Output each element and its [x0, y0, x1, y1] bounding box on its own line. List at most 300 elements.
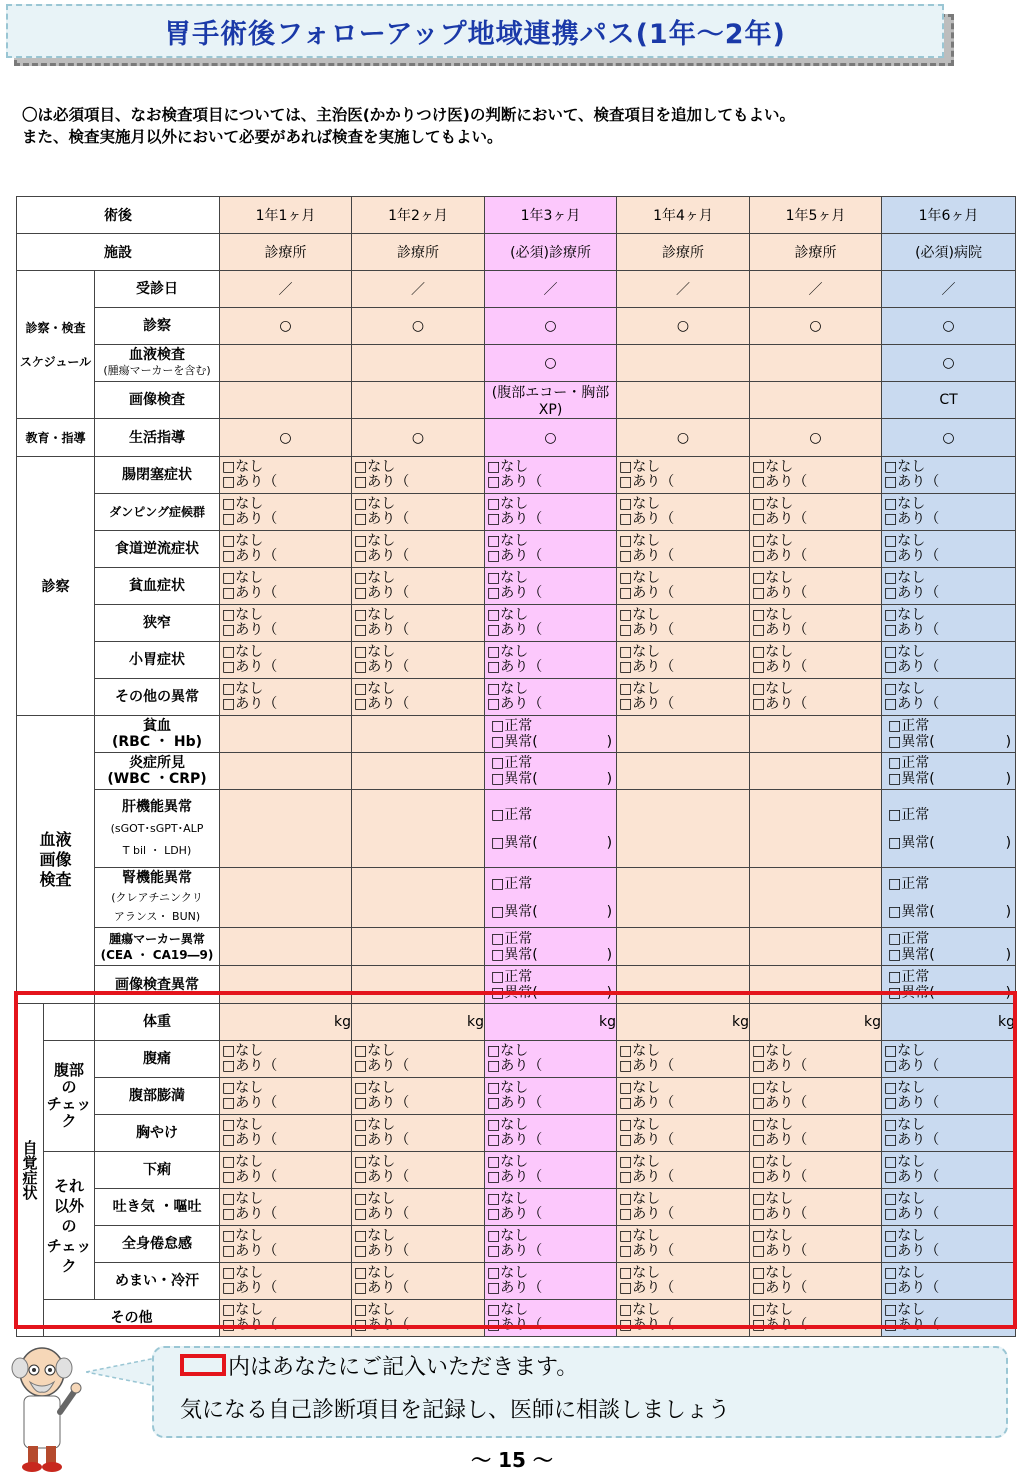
checkbox-none[interactable]: □なし: [222, 1265, 264, 1281]
checkbox-present[interactable]: [354, 1244, 484, 1259]
row-imaging: 画像検査: [95, 382, 220, 419]
checkbox-present[interactable]: [222, 1318, 351, 1333]
checkbox-present-label: □あり（: [354, 1058, 410, 1074]
schedule-group-line-1: 診察・検査: [25, 320, 86, 335]
checkbox-none[interactable]: □なし: [884, 570, 926, 586]
checkbox-present[interactable]: [752, 1170, 881, 1185]
checkbox-normal[interactable]: □正常: [491, 968, 533, 985]
checkbox-abnormal-label: □異常(: [491, 984, 538, 1001]
checkbox-present[interactable]: [752, 549, 881, 564]
checkbox-abnormal[interactable]: [888, 985, 1015, 1001]
checkbox-present-label: □あり（: [487, 1169, 543, 1185]
checkbox-present[interactable]: [354, 1133, 484, 1148]
checkbox-present[interactable]: [619, 1244, 749, 1259]
checkbox-none[interactable]: □なし: [487, 1191, 529, 1207]
checkbox-present[interactable]: [487, 1096, 616, 1111]
checkbox-none[interactable]: □なし: [354, 681, 396, 697]
symptom-checkbox-cell: [882, 679, 1016, 716]
checkbox-present-label: □あり（: [884, 1095, 940, 1111]
checkbox-none[interactable]: □なし: [222, 1080, 264, 1096]
checkbox-present[interactable]: [487, 1170, 616, 1185]
checkbox-present[interactable]: [752, 512, 881, 527]
checkbox-present[interactable]: [354, 1170, 484, 1185]
lab-empty-cell: [220, 716, 352, 753]
checkbox-normal[interactable]: □正常: [888, 718, 930, 734]
checkbox-none[interactable]: □なし: [222, 1117, 264, 1133]
checkbox-none[interactable]: □なし: [487, 496, 529, 512]
exam-symptom-label: ダンピング症候群: [95, 494, 220, 531]
checkbox-present[interactable]: [752, 1281, 881, 1296]
checkbox-abnormal-label: □異常(: [491, 734, 538, 750]
checkbox-normal[interactable]: □正常: [888, 755, 930, 771]
checkbox-present-label: □あり（: [222, 474, 278, 490]
symptom-checkbox-cell: [352, 531, 485, 568]
checkbox-normal[interactable]: □正常: [888, 875, 930, 892]
checkbox-none[interactable]: □なし: [619, 1117, 661, 1133]
other-group-line: それ: [53, 1176, 84, 1195]
checkbox-normal[interactable]: □正常: [491, 875, 533, 892]
checkbox-present[interactable]: [354, 549, 484, 564]
checkbox-abnormal[interactable]: [491, 985, 616, 1001]
checkbox-present[interactable]: [619, 1059, 749, 1074]
checkbox-present[interactable]: [619, 512, 749, 527]
lab-empty-cell: [750, 928, 882, 966]
checkbox-none[interactable]: □なし: [752, 644, 794, 660]
checkbox-none[interactable]: □なし: [884, 533, 926, 549]
checkbox-present[interactable]: [222, 1059, 351, 1074]
self-check-checkbox-cell: [485, 1189, 617, 1226]
checkbox-present[interactable]: [884, 623, 1015, 638]
checkbox-none[interactable]: □なし: [752, 459, 794, 475]
checkbox-present[interactable]: [752, 1133, 881, 1148]
checkbox-none[interactable]: □なし: [222, 570, 264, 586]
checkbox-abnormal-close: ): [1005, 834, 1012, 851]
checkbox-none[interactable]: □なし: [487, 1080, 529, 1096]
checkbox-present[interactable]: [752, 1318, 881, 1333]
checkbox-none[interactable]: □なし: [487, 1302, 529, 1318]
checkbox-abnormal[interactable]: [888, 947, 1015, 963]
row-weight: 体重: [95, 1004, 220, 1041]
checkbox-none[interactable]: □なし: [619, 459, 661, 475]
symptom-checkbox-cell: [617, 679, 750, 716]
checkbox-present[interactable]: [487, 586, 616, 601]
checkbox-present[interactable]: [752, 1059, 881, 1074]
checkbox-none[interactable]: □なし: [222, 681, 264, 697]
checkbox-none[interactable]: □なし: [619, 681, 661, 697]
checkbox-none[interactable]: □なし: [884, 1043, 926, 1059]
self-check-checkbox-cell: [750, 1189, 882, 1226]
checkbox-present[interactable]: [884, 1207, 1015, 1222]
checkbox-none[interactable]: □なし: [884, 496, 926, 512]
lab-empty-cell: [617, 790, 750, 868]
checkbox-abnormal-label: □異常(: [491, 903, 538, 920]
self-check-checkbox-cell: [352, 1189, 485, 1226]
checkbox-none[interactable]: □なし: [884, 459, 926, 475]
checkbox-normal[interactable]: □正常: [491, 755, 533, 771]
checkbox-none[interactable]: □なし: [222, 459, 264, 475]
checkbox-none[interactable]: □なし: [752, 1302, 794, 1318]
checkbox-present-label: □あり（: [884, 474, 940, 490]
checkbox-none[interactable]: □なし: [487, 681, 529, 697]
checkbox-none[interactable]: □なし: [752, 533, 794, 549]
checkbox-none[interactable]: □なし: [619, 496, 661, 512]
checkbox-abnormal-close: ): [606, 984, 613, 1001]
checkbox-none[interactable]: □なし: [619, 1302, 661, 1318]
checkbox-none[interactable]: □なし: [752, 1043, 794, 1059]
checkbox-present[interactable]: [884, 586, 1015, 601]
exam-symptom-label: 狭窄: [95, 605, 220, 642]
checkbox-present[interactable]: [619, 1318, 749, 1333]
blood-required-mark: ○: [485, 345, 617, 382]
checkbox-present[interactable]: [884, 1059, 1015, 1074]
weight-input-cell[interactable]: kg: [352, 1004, 485, 1041]
checkbox-present[interactable]: [619, 586, 749, 601]
symptom-checkbox-cell: [220, 457, 352, 494]
visit-date-cell[interactable]: ／: [220, 271, 352, 308]
checkbox-present[interactable]: [884, 1281, 1015, 1296]
weight-input-cell[interactable]: kg: [617, 1004, 750, 1041]
checkbox-present[interactable]: [222, 586, 351, 601]
checkbox-present[interactable]: [619, 623, 749, 638]
checkbox-none[interactable]: □なし: [354, 1302, 396, 1318]
visit-date-cell[interactable]: ／: [882, 271, 1016, 308]
checkbox-abnormal[interactable]: [491, 771, 616, 787]
weight-input-cell[interactable]: kg: [220, 1004, 352, 1041]
checkbox-present-label: □あり（: [354, 1206, 410, 1222]
checkbox-none[interactable]: □なし: [487, 533, 529, 549]
checkbox-none[interactable]: □なし: [222, 1154, 264, 1170]
checkbox-normal[interactable]: □正常: [491, 930, 533, 947]
symptom-checkbox-cell: [882, 457, 1016, 494]
checkbox-none[interactable]: □なし: [222, 533, 264, 549]
checkbox-none[interactable]: □なし: [487, 644, 529, 660]
visit-date-cell[interactable]: ／: [750, 271, 882, 308]
checkbox-none[interactable]: □なし: [619, 1154, 661, 1170]
checkbox-present-label: □あり（: [222, 1317, 278, 1333]
row-other: その他: [44, 1300, 220, 1337]
checkbox-none[interactable]: □なし: [619, 1228, 661, 1244]
checkbox-present[interactable]: [752, 1207, 881, 1222]
checkbox-none[interactable]: □なし: [222, 644, 264, 660]
checkbox-present[interactable]: [884, 475, 1015, 490]
checkbox-present-label: □あり（: [884, 1317, 940, 1333]
checkbox-present[interactable]: [354, 586, 484, 601]
checkbox-present-label: □あり（: [354, 696, 410, 712]
visit-date-cell[interactable]: ／: [617, 271, 750, 308]
checkbox-none[interactable]: □なし: [354, 1191, 396, 1207]
checkbox-present[interactable]: [884, 660, 1015, 675]
checkbox-present[interactable]: [354, 697, 484, 712]
checkbox-present[interactable]: [752, 660, 881, 675]
checkbox-none[interactable]: □なし: [752, 570, 794, 586]
checkbox-abnormal-close: ): [606, 946, 613, 963]
checkbox-none[interactable]: □なし: [619, 607, 661, 623]
checkbox-present[interactable]: [222, 1133, 351, 1148]
liver-sub-2: T bil ・ LDH): [122, 843, 192, 857]
checkbox-present[interactable]: [752, 623, 881, 638]
checkbox-none[interactable]: □なし: [619, 644, 661, 660]
checkbox-present[interactable]: [619, 475, 749, 490]
checkbox-present-label: □あり（: [752, 622, 808, 638]
weight-input-cell[interactable]: kg: [485, 1004, 617, 1041]
checkbox-none[interactable]: □なし: [354, 1117, 396, 1133]
checkbox-present[interactable]: [752, 475, 881, 490]
checkbox-none[interactable]: □なし: [487, 1265, 529, 1281]
anemia-sub: (RBC ・ Hb): [112, 734, 203, 750]
checkbox-present-label: □あり（: [752, 548, 808, 564]
checkbox-none[interactable]: □なし: [222, 607, 264, 623]
weight-spacer: [44, 1004, 95, 1041]
checkbox-present-label: □あり（: [354, 1095, 410, 1111]
checkbox-normal[interactable]: □正常: [888, 930, 930, 947]
checkbox-present[interactable]: [884, 1133, 1015, 1148]
checkbox-present-label: □あり（: [619, 1095, 675, 1111]
checkbox-none[interactable]: □なし: [884, 1117, 926, 1133]
checkbox-abnormal[interactable]: [888, 898, 1015, 926]
checkbox-present[interactable]: [222, 475, 351, 490]
checkbox-present[interactable]: [354, 660, 484, 675]
checkbox-present[interactable]: [884, 549, 1015, 564]
checkbox-none[interactable]: □なし: [619, 533, 661, 549]
checkbox-none[interactable]: □なし: [752, 1080, 794, 1096]
checkbox-none[interactable]: □なし: [222, 1228, 264, 1244]
checkbox-present-label: □あり（: [884, 511, 940, 527]
checkbox-present[interactable]: [487, 1207, 616, 1222]
checkbox-none[interactable]: □なし: [354, 607, 396, 623]
checkbox-none[interactable]: □なし: [487, 1228, 529, 1244]
checkbox-present[interactable]: [354, 623, 484, 638]
checkbox-present[interactable]: [752, 586, 881, 601]
month-header: 1年6ヶ月: [882, 197, 1016, 234]
checkbox-present[interactable]: [487, 512, 616, 527]
checkbox-present-label: □あり（: [487, 1132, 543, 1148]
checkbox-abnormal[interactable]: [491, 829, 616, 857]
checkbox-none[interactable]: □なし: [354, 533, 396, 549]
checkbox-none[interactable]: □なし: [752, 681, 794, 697]
facility-header: 施設: [17, 234, 220, 271]
checkbox-present[interactable]: [222, 1281, 351, 1296]
checkbox-none[interactable]: □なし: [619, 1265, 661, 1281]
checkbox-present[interactable]: [354, 1096, 484, 1111]
checkbox-present[interactable]: [752, 697, 881, 712]
symptom-checkbox-cell: [220, 531, 352, 568]
checkbox-abnormal-close: ): [606, 903, 613, 920]
self-check-checkbox-cell: [220, 1041, 352, 1078]
checkbox-present[interactable]: [619, 697, 749, 712]
checkbox-none[interactable]: □なし: [222, 1191, 264, 1207]
checkbox-none[interactable]: □なし: [884, 1302, 926, 1318]
checkbox-normal[interactable]: □正常: [491, 718, 533, 734]
checkbox-none[interactable]: □なし: [752, 1265, 794, 1281]
checkbox-present[interactable]: [222, 623, 351, 638]
checkbox-none[interactable]: □なし: [487, 1117, 529, 1133]
checkbox-present[interactable]: [884, 1170, 1015, 1185]
self-check-checkbox-cell: [220, 1152, 352, 1189]
checkbox-none[interactable]: □なし: [354, 1228, 396, 1244]
self-check-checkbox-cell: [220, 1300, 352, 1337]
checkbox-none[interactable]: □なし: [884, 1191, 926, 1207]
checkbox-none[interactable]: □なし: [487, 1154, 529, 1170]
checkbox-present[interactable]: [354, 1318, 484, 1333]
checkbox-none[interactable]: □なし: [354, 1265, 396, 1281]
checkbox-present[interactable]: [222, 1096, 351, 1111]
checkbox-present[interactable]: [354, 1281, 484, 1296]
checkbox-present[interactable]: [884, 512, 1015, 527]
checkbox-present-label: □あり（: [884, 548, 940, 564]
checkbox-normal[interactable]: □正常: [491, 806, 533, 823]
symptom-checkbox-cell: [882, 568, 1016, 605]
checkbox-none[interactable]: □なし: [354, 1154, 396, 1170]
checkbox-present[interactable]: [222, 1170, 351, 1185]
checkbox-none[interactable]: □なし: [222, 1043, 264, 1059]
checkbox-present-label: □あり（: [619, 1169, 675, 1185]
checkbox-none[interactable]: □なし: [487, 570, 529, 586]
title-banner: [6, 4, 954, 66]
lab-result-cell: [485, 928, 617, 966]
checkbox-present[interactable]: [222, 512, 351, 527]
checkbox-none[interactable]: □なし: [222, 496, 264, 512]
visit-date-cell[interactable]: ／: [352, 271, 485, 308]
checkbox-present[interactable]: [487, 697, 616, 712]
checkbox-none[interactable]: □なし: [884, 1228, 926, 1244]
checkbox-present[interactable]: [354, 512, 484, 527]
checkbox-none[interactable]: □なし: [752, 496, 794, 512]
checkbox-none[interactable]: □なし: [884, 1265, 926, 1281]
checkbox-none[interactable]: □なし: [884, 607, 926, 623]
checkbox-none[interactable]: □なし: [487, 1043, 529, 1059]
self-check-checkbox-cell: [617, 1300, 750, 1337]
checkbox-present-label: □あり（: [354, 1132, 410, 1148]
checkbox-normal[interactable]: □正常: [888, 806, 930, 823]
exam-required-mark: ○: [882, 308, 1016, 345]
checkbox-present[interactable]: [619, 1281, 749, 1296]
symptom-checkbox-cell: [882, 642, 1016, 679]
checkbox-present[interactable]: [354, 475, 484, 490]
weight-input-cell[interactable]: kg: [750, 1004, 882, 1041]
checkbox-normal[interactable]: □正常: [888, 968, 930, 985]
checkbox-present[interactable]: [487, 475, 616, 490]
checkbox-present[interactable]: [487, 1318, 616, 1333]
checkbox-present[interactable]: [487, 1133, 616, 1148]
checkbox-present-label: □あり（: [752, 585, 808, 601]
checkbox-present-label: □あり（: [354, 1243, 410, 1259]
checkbox-none[interactable]: □なし: [884, 1154, 926, 1170]
checkbox-none[interactable]: □なし: [619, 1191, 661, 1207]
lab-empty-cell: [352, 868, 485, 928]
checkbox-present[interactable]: [487, 1059, 616, 1074]
checkbox-abnormal[interactable]: [491, 947, 616, 963]
checkbox-present-label: □あり（: [619, 1280, 675, 1296]
checkbox-none[interactable]: □なし: [619, 570, 661, 586]
checkbox-present[interactable]: [619, 1096, 749, 1111]
checkbox-none[interactable]: □なし: [884, 644, 926, 660]
visit-date-cell[interactable]: ／: [485, 271, 617, 308]
self-check-checkbox-cell: [882, 1226, 1016, 1263]
checkbox-none[interactable]: □なし: [884, 681, 926, 697]
checkbox-present[interactable]: [619, 1133, 749, 1148]
symptom-checkbox-cell: [750, 679, 882, 716]
callout-line-1: [180, 1350, 578, 1381]
checkbox-present[interactable]: [884, 1318, 1015, 1333]
self-check-checkbox-cell: [882, 1078, 1016, 1115]
checkbox-none[interactable]: □なし: [752, 607, 794, 623]
checkbox-none[interactable]: □なし: [354, 1043, 396, 1059]
checkbox-present[interactable]: [222, 549, 351, 564]
callout-line-1-text: 内はあなたにご記入いただきます。: [228, 1355, 579, 1380]
checkbox-present[interactable]: [487, 1281, 616, 1296]
weight-input-cell[interactable]: kg: [882, 1004, 1016, 1041]
checkbox-present[interactable]: [487, 549, 616, 564]
symptom-checkbox-cell: [220, 568, 352, 605]
checkbox-present[interactable]: [752, 1244, 881, 1259]
checkbox-none[interactable]: □なし: [619, 1080, 661, 1096]
postop-header: 術後: [17, 197, 220, 234]
lab-empty-cell: [750, 790, 882, 868]
checkbox-none[interactable]: □なし: [619, 1043, 661, 1059]
checkbox-abnormal[interactable]: [888, 771, 1015, 787]
checkbox-present[interactable]: [354, 1207, 484, 1222]
checkbox-present[interactable]: [222, 1244, 351, 1259]
checkbox-abnormal[interactable]: [888, 829, 1015, 857]
tumor-label: 腫瘍マーカー異常: [109, 931, 205, 946]
lab-group-label: [17, 716, 95, 1004]
symptom-checkbox-cell: [617, 531, 750, 568]
exam-required-mark: ○: [617, 308, 750, 345]
symptom-checkbox-cell: [220, 679, 352, 716]
symptom-checkbox-cell: [750, 494, 882, 531]
checkbox-present[interactable]: [354, 1059, 484, 1074]
checkbox-present[interactable]: [619, 549, 749, 564]
checkbox-none[interactable]: □なし: [354, 496, 396, 512]
checkbox-present-label: □あり（: [884, 1243, 940, 1259]
facility-cell: 診療所: [750, 234, 882, 271]
checkbox-none[interactable]: □なし: [487, 607, 529, 623]
checkbox-none[interactable]: □なし: [354, 459, 396, 475]
checkbox-present[interactable]: [222, 660, 351, 675]
checkbox-present[interactable]: [884, 697, 1015, 712]
checkbox-none[interactable]: □なし: [752, 1154, 794, 1170]
checkbox-none[interactable]: □なし: [884, 1080, 926, 1096]
checkbox-present[interactable]: [884, 1096, 1015, 1111]
lab-empty-cell: [617, 716, 750, 753]
checkbox-present[interactable]: [487, 623, 616, 638]
checkbox-present[interactable]: [884, 1244, 1015, 1259]
checkbox-none[interactable]: □なし: [752, 1191, 794, 1207]
checkbox-present[interactable]: [752, 1096, 881, 1111]
symptom-checkbox-cell: [485, 679, 617, 716]
checkbox-abnormal[interactable]: [491, 734, 616, 750]
checkbox-abnormal[interactable]: [491, 898, 616, 926]
checkbox-present-label: □あり（: [354, 474, 410, 490]
checkbox-none[interactable]: □なし: [222, 1302, 264, 1318]
checkbox-present[interactable]: [619, 1207, 749, 1222]
checkbox-none[interactable]: □なし: [752, 1117, 794, 1133]
checkbox-none[interactable]: □なし: [752, 1228, 794, 1244]
checkbox-present[interactable]: [619, 1170, 749, 1185]
checkbox-present[interactable]: [487, 1244, 616, 1259]
checkbox-abnormal[interactable]: [888, 734, 1015, 750]
checkbox-present[interactable]: [487, 660, 616, 675]
checkbox-none[interactable]: □なし: [487, 459, 529, 475]
checkbox-present[interactable]: [222, 1207, 351, 1222]
checkbox-present-label: □あり（: [752, 1058, 808, 1074]
checkbox-present[interactable]: [222, 697, 351, 712]
self-check-checkbox-cell: [220, 1115, 352, 1152]
checkbox-none[interactable]: □なし: [354, 644, 396, 660]
checkbox-present[interactable]: [619, 660, 749, 675]
checkbox-none[interactable]: □なし: [354, 1080, 396, 1096]
checkbox-none[interactable]: □なし: [354, 570, 396, 586]
